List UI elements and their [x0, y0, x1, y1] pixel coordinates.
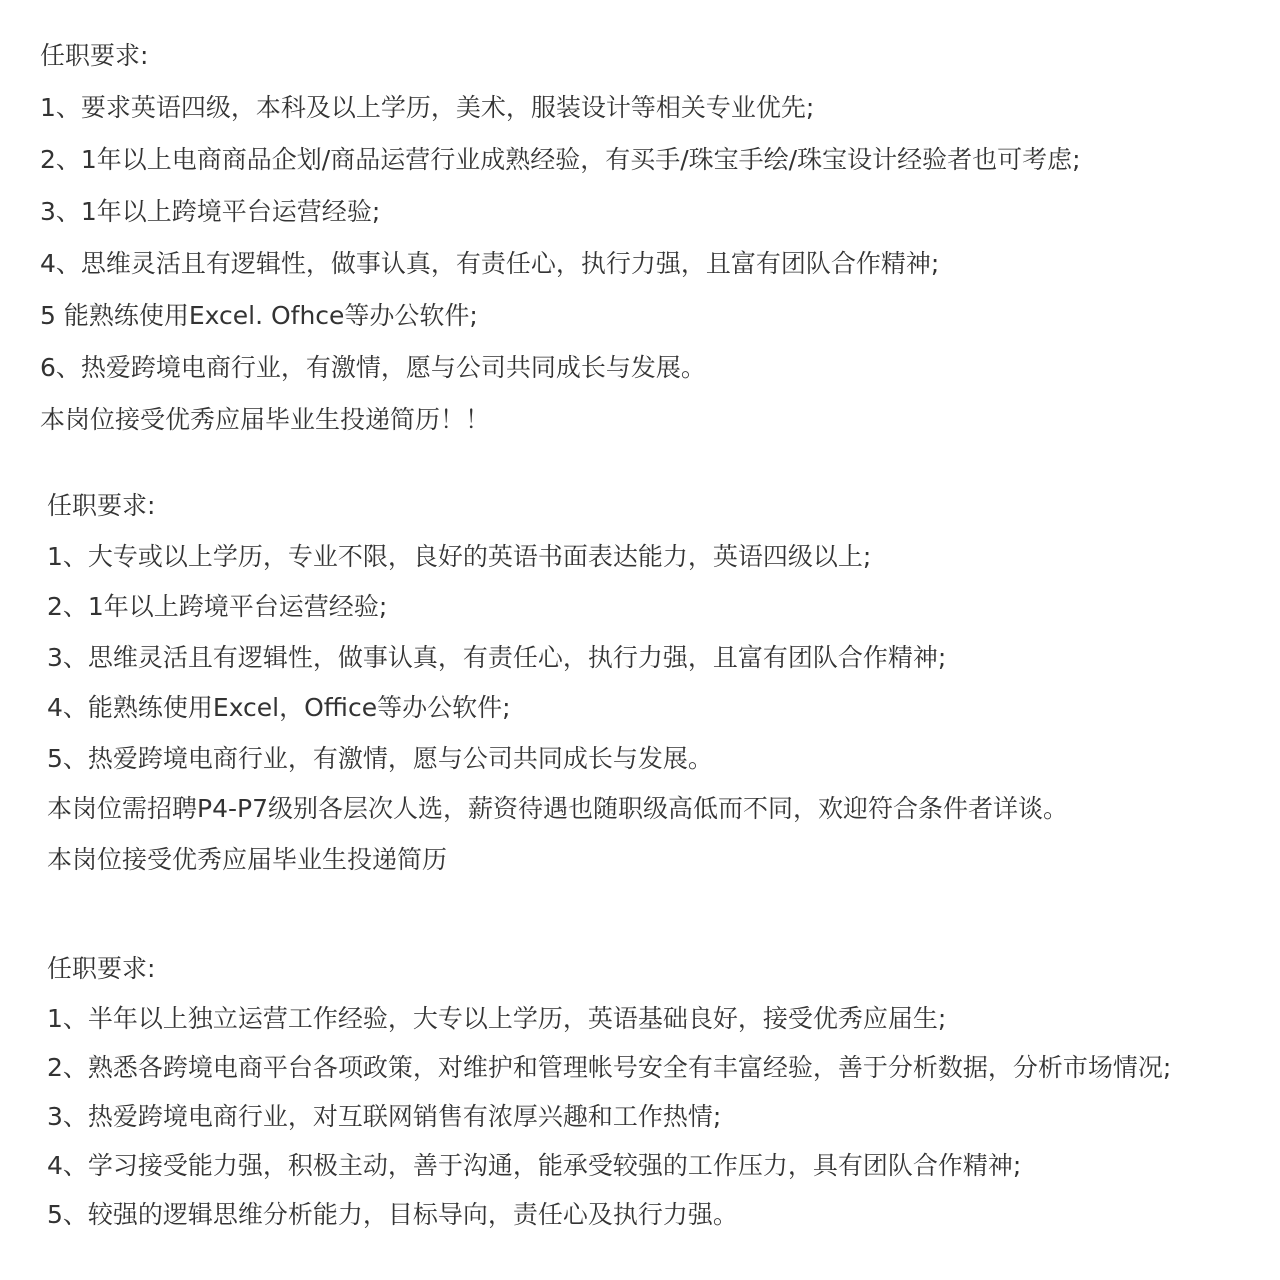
requirement-note: 本岗位需招聘P4-P7级别各层次人选，薪资待遇也随职级高低而不同，欢迎符合条件者详谈。	[47, 794, 1068, 823]
requirement-line: 1、要求英语四级，本科及以上学历，美术，服装设计等相关专业优先;	[40, 93, 815, 122]
requirement-line: 5 能熟练使用Excel. Ofhce等办公软件;	[40, 301, 478, 330]
requirement-line: 2、1年以上电商商品企划/商品运营行业成熟经验，有买手/珠宝手绘/珠宝设计经验者也可考虑;	[40, 145, 1081, 174]
requirement-line: 2、熟悉各跨境电商平台各项政策，对维护和管理帐号安全有丰富经验，善于分析数据，分析市场情况;	[47, 1053, 1172, 1082]
requirement-line: 2、1年以上跨境平台运营经验;	[47, 592, 388, 621]
requirement-line: 4、能熟练使用Excel，Office等办公软件;	[47, 693, 511, 722]
section-heading: 任职要求:	[47, 491, 156, 520]
requirement-line: 4、思维灵活且有逻辑性，做事认真，有责任心，执行力强，且富有团队合作精神;	[40, 249, 940, 278]
requirement-line: 6、热爱跨境电商行业，有激情，愿与公司共同成长与发展。	[40, 353, 706, 382]
requirement-line: 4、学习接受能力强，积极主动，善于沟通，能承受较强的工作压力，具有团队合作精神;	[47, 1151, 1022, 1180]
requirement-line: 5、较强的逻辑思维分析能力，目标导向，责任心及执行力强。	[47, 1200, 738, 1229]
section-heading: 任职要求:	[47, 954, 156, 983]
requirement-line: 1、半年以上独立运营工作经验，大专以上学历，英语基础良好，接受优秀应届生;	[47, 1004, 947, 1033]
requirement-line: 3、热爱跨境电商行业，对互联网销售有浓厚兴趣和工作热情;	[47, 1102, 722, 1131]
section-heading: 任职要求:	[40, 41, 149, 70]
requirement-line: 3、1年以上跨境平台运营经验;	[40, 197, 381, 226]
requirement-note: 本岗位接受优秀应届毕业生投递简历	[47, 845, 448, 874]
requirement-note: 本岗位接受优秀应届毕业生投递简历！！	[40, 405, 491, 434]
requirement-line: 3、思维灵活且有逻辑性，做事认真，有责任心，执行力强，且富有团队合作精神;	[47, 643, 947, 672]
requirement-line: 5、热爱跨境电商行业，有激情，愿与公司共同成长与发展。	[47, 744, 713, 773]
requirement-line: 1、大专或以上学历，专业不限，良好的英语书面表达能力，英语四级以上;	[47, 542, 872, 571]
